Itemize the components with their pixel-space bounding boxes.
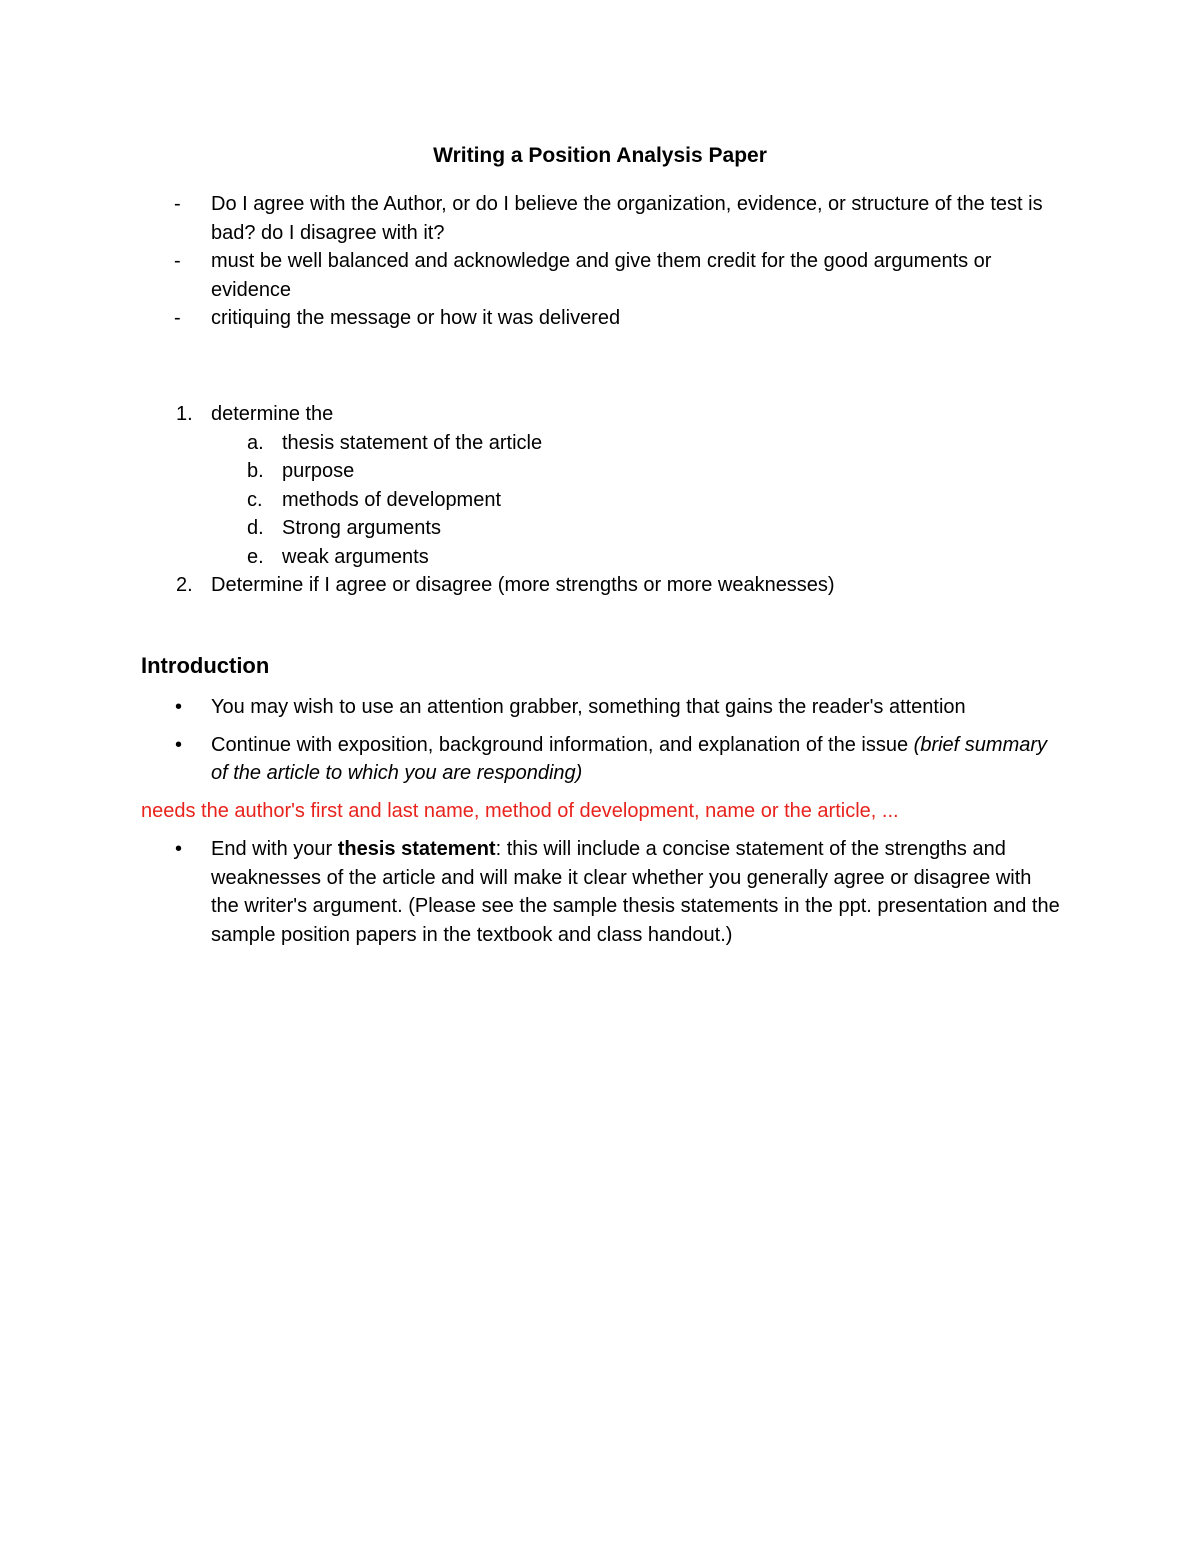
dash-list-item	[0, 247, 1061, 304]
sub-item-text: methods of development	[282, 488, 502, 511]
bullet-marker: •	[175, 733, 183, 756]
bullet-text: Continue with exposition, background information, and explanation of the issue	[211, 733, 914, 756]
dash-list-item	[0, 190, 1061, 247]
dash-marker: -	[174, 250, 181, 272]
sub-item-text: purpose	[282, 460, 355, 482]
sub-list-item	[0, 429, 1062, 458]
sub-list-item	[0, 543, 1062, 572]
introduction-bullet-list-continued	[0, 835, 1200, 949]
sub-list-item	[0, 457, 1062, 486]
introduction-heading: Introduction	[141, 653, 270, 678]
bullet-marker: •	[175, 838, 183, 860]
sub-item-text: weak arguments	[282, 545, 429, 568]
letter-marker: e.	[247, 545, 264, 568]
sub-item-text: Strong arguments	[282, 517, 441, 539]
dash-marker: -	[174, 193, 181, 215]
bullet-text: You may wish to use an attention grabber, something that gains the reader's attention	[211, 696, 966, 718]
document-title: Writing a Position Analysis Paper	[433, 144, 767, 167]
letter-marker: a.	[247, 431, 264, 454]
sub-list-item	[0, 486, 1062, 515]
dash-list	[0, 190, 1200, 333]
numbered-list	[0, 400, 1200, 600]
bullet-text: : this will include a concise statement of the strengths and weaknesses of the article and will make it clear whether you generally agree or disagree with the writer's argument. (Please see the sample thesis statements in the ppt. presentation and the sample position papers in the textbook and class handout.)	[211, 838, 1060, 946]
red-annotation-note: needs the author's first and last name, method of development, name or the article, ...	[141, 800, 899, 822]
letter-marker: b.	[247, 460, 264, 482]
letter-marker: d.	[247, 517, 264, 539]
dash-item-text: Do I agree with the Author, or do I believe the organization, evidence, or structure of the test is bad? do I disagree with it?	[211, 193, 1043, 244]
number-marker: 2.	[176, 574, 193, 596]
introduction-bullet-list	[0, 693, 1200, 788]
bullet-list-item	[0, 693, 1061, 722]
bullet-text: End with your	[211, 838, 338, 860]
dash-item-text: critiquing the message or how it was delivered	[211, 307, 621, 329]
letter-marker: c.	[247, 488, 263, 511]
dash-list-item	[0, 304, 1061, 333]
dash-item-text: must be well balanced and acknowledge and give them credit for the good arguments or evidence	[211, 250, 992, 301]
sub-list-item	[0, 514, 1062, 543]
numbered-item-text: determine the	[211, 403, 334, 425]
number-marker: 1.	[176, 403, 193, 425]
numbered-item-text: Determine if I agree or disagree (more strengths or more weaknesses)	[211, 574, 835, 596]
bullet-marker: •	[175, 696, 183, 718]
bullet-list-item	[0, 731, 1061, 788]
dash-marker: -	[174, 307, 181, 329]
bullet-italic-text: (brief summary of the article to which you are responding)	[211, 733, 1048, 784]
bullet-list-item	[0, 835, 1061, 949]
numbered-list-item	[0, 571, 1061, 600]
numbered-list-item	[0, 400, 1061, 429]
sub-item-text: thesis statement of the article	[282, 431, 543, 454]
bullet-bold-text: thesis statement	[337, 838, 496, 860]
